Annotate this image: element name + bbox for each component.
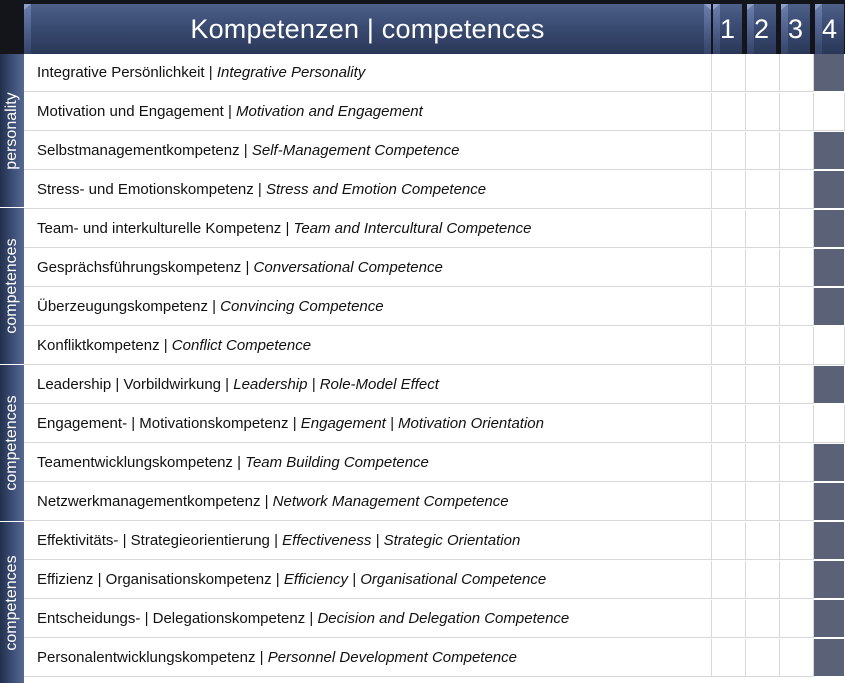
rating-cell <box>746 600 780 638</box>
rating-cell <box>746 288 780 326</box>
competence-label <box>24 171 712 209</box>
level-header-4 <box>815 4 844 54</box>
rating-cell <box>780 405 814 443</box>
rating-cell <box>780 366 814 404</box>
competence-english: Network Management Competence <box>272 493 509 510</box>
competence-german: Selbstmanagementkompetenz | <box>37 142 252 159</box>
rating-cell <box>712 171 746 209</box>
rating-cell <box>780 639 814 677</box>
table-row <box>24 249 845 287</box>
table-row <box>24 54 845 92</box>
rating-cell <box>746 561 780 599</box>
rating-cell-filled <box>814 288 845 326</box>
table-row <box>24 444 845 482</box>
table-row <box>24 483 845 521</box>
competence-german: Netzwerkmanagementkompetenz | <box>37 493 273 510</box>
table-header <box>0 0 845 54</box>
rating-cell <box>780 210 814 248</box>
rating-cell <box>780 561 814 599</box>
competence-label <box>24 93 712 131</box>
rating-cell <box>746 405 780 443</box>
rating-cell <box>746 93 780 131</box>
group-label: competences <box>3 238 20 334</box>
table-row <box>24 366 845 404</box>
competence-english: Effectiveness | Strategic Orientation <box>282 532 521 549</box>
competence-label <box>24 132 712 170</box>
competence-label <box>24 483 712 521</box>
level-header-3 <box>781 4 810 54</box>
competence-label <box>24 600 712 638</box>
rating-cell <box>712 366 746 404</box>
competence-german: Effektivitäts- | Strategieorientierung | <box>37 532 283 549</box>
rating-cell <box>712 405 746 443</box>
header-title <box>24 4 711 54</box>
rating-cell <box>712 288 746 326</box>
rating-cell-filled <box>814 366 845 404</box>
table-row <box>24 210 845 248</box>
rating-cell <box>780 93 814 131</box>
rating-cell <box>746 132 780 170</box>
rating-cell <box>814 327 845 365</box>
rating-cell <box>780 288 814 326</box>
competence-german: Integrative Persönlichkeit | <box>37 64 217 81</box>
table-row <box>24 522 845 560</box>
rating-cell <box>780 54 814 92</box>
competence-english: Motivation and Engagement <box>236 103 423 120</box>
competence-label <box>24 210 712 248</box>
rating-cell <box>746 171 780 209</box>
rating-cell-filled <box>814 639 845 677</box>
competence-english: Team and Intercultural Competence <box>293 220 532 237</box>
level-header-1 <box>713 4 742 54</box>
group-label: competences <box>3 554 20 651</box>
rating-cell <box>780 327 814 365</box>
competence-english: Engagement | Motivation Orientation <box>300 415 544 432</box>
competence-label <box>24 288 712 326</box>
competence-english: Conversational Competence <box>253 259 443 276</box>
competence-english: Leadership | Role-Model Effect <box>233 376 439 393</box>
competence-label <box>24 522 712 560</box>
group-band-personality <box>0 54 24 208</box>
rating-cell <box>780 600 814 638</box>
competence-english: Integrative Personality <box>216 64 366 81</box>
rating-cell-filled <box>814 483 845 521</box>
competence-german: Gesprächsführungskompetenz | <box>37 259 254 276</box>
level-header-label: 4 <box>821 13 838 44</box>
rating-cell <box>746 639 780 677</box>
rating-cell <box>746 444 780 482</box>
level-header-label: 2 <box>753 13 770 44</box>
level-header-2 <box>747 4 776 54</box>
competence-english: Efficiency | Organisational Competence <box>283 571 547 588</box>
competence-label <box>24 327 712 365</box>
competence-english: Conflict Competence <box>171 337 312 354</box>
rating-cell <box>712 132 746 170</box>
competence-english: Team Building Competence <box>245 454 429 471</box>
level-header-label: 1 <box>719 13 736 44</box>
competence-english: Stress and Emotion Competence <box>266 181 487 198</box>
rating-cell-filled <box>814 171 845 209</box>
rating-cell-filled <box>814 600 845 638</box>
table-row <box>24 561 845 599</box>
rating-cell-filled <box>814 249 845 287</box>
rating-cell <box>712 444 746 482</box>
rating-cell <box>780 483 814 521</box>
header-title-text: Kompetenzen | competences <box>190 13 545 44</box>
rating-cell-filled <box>814 132 845 170</box>
rating-cell <box>746 327 780 365</box>
rating-cell <box>712 561 746 599</box>
competence-english: Self-Management Competence <box>251 142 460 159</box>
table-row <box>24 132 845 170</box>
rating-cell <box>712 93 746 131</box>
rating-cell-filled <box>814 561 845 599</box>
competence-german: Effizienz | Organisationskompetenz | <box>37 571 284 588</box>
level-header-label: 3 <box>787 13 804 44</box>
rating-cell <box>814 405 845 443</box>
rating-cell <box>780 171 814 209</box>
competence-german: Leadership | Vorbildwirkung | <box>37 376 234 393</box>
group-label: competences <box>3 395 20 491</box>
competence-label <box>24 366 712 404</box>
table-row <box>24 93 845 131</box>
rating-cell <box>746 522 780 560</box>
competence-label <box>24 444 712 482</box>
table-row <box>24 600 845 638</box>
competence-english: Personnel Development Competence <box>267 649 517 666</box>
rating-cell-filled <box>814 522 845 560</box>
rating-cell <box>712 600 746 638</box>
rating-cell <box>746 483 780 521</box>
rating-cell <box>814 93 845 131</box>
competence-english: Decision and Delegation Competence <box>317 610 570 627</box>
competence-german: Team- und interkulturelle Kompetenz | <box>37 220 294 237</box>
competence-german: Teamentwicklungskompetenz | <box>37 454 246 471</box>
rating-cell <box>712 483 746 521</box>
rating-cell <box>780 522 814 560</box>
rating-cell-filled <box>814 210 845 248</box>
rating-cell <box>712 210 746 248</box>
competence-label <box>24 639 712 677</box>
rating-cell <box>746 210 780 248</box>
competence-english: Convincing Competence <box>220 298 384 315</box>
rating-cell <box>712 639 746 677</box>
table-row <box>24 639 845 677</box>
rating-cell <box>712 327 746 365</box>
competence-label <box>24 405 712 443</box>
rating-cell <box>746 249 780 287</box>
competence-german: Motivation und Engagement | <box>37 103 237 120</box>
competence-label <box>24 561 712 599</box>
table-row <box>24 405 845 443</box>
rating-cell <box>712 249 746 287</box>
group-band-leadership <box>0 365 24 522</box>
group-band-management <box>0 522 24 684</box>
competence-german: Entscheidungs- | Delegationskompetenz | <box>37 610 318 627</box>
rating-cell <box>712 522 746 560</box>
competence-german: Engagement- | Motivationskompetenz | <box>37 415 301 432</box>
rating-cell <box>712 54 746 92</box>
table-row <box>24 171 845 209</box>
competence-german: Personalentwicklungskompetenz | <box>37 649 268 666</box>
competence-german: Stress- und Emotionskompetenz | <box>37 181 266 198</box>
competence-german: Konfliktkompetenz | <box>37 337 172 354</box>
group-band-social <box>0 208 24 365</box>
rating-cell <box>780 249 814 287</box>
rating-cell-filled <box>814 444 845 482</box>
competence-label <box>24 54 712 92</box>
rating-cell <box>780 444 814 482</box>
competence-label <box>24 249 712 287</box>
rating-cell <box>746 54 780 92</box>
rating-cell-filled <box>814 54 845 92</box>
table-row <box>24 327 845 365</box>
rating-cell <box>780 132 814 170</box>
competence-german: Überzeugungskompetenz | <box>37 298 221 315</box>
table-row <box>24 288 845 326</box>
group-label: personality <box>3 91 20 170</box>
rating-cell <box>746 366 780 404</box>
